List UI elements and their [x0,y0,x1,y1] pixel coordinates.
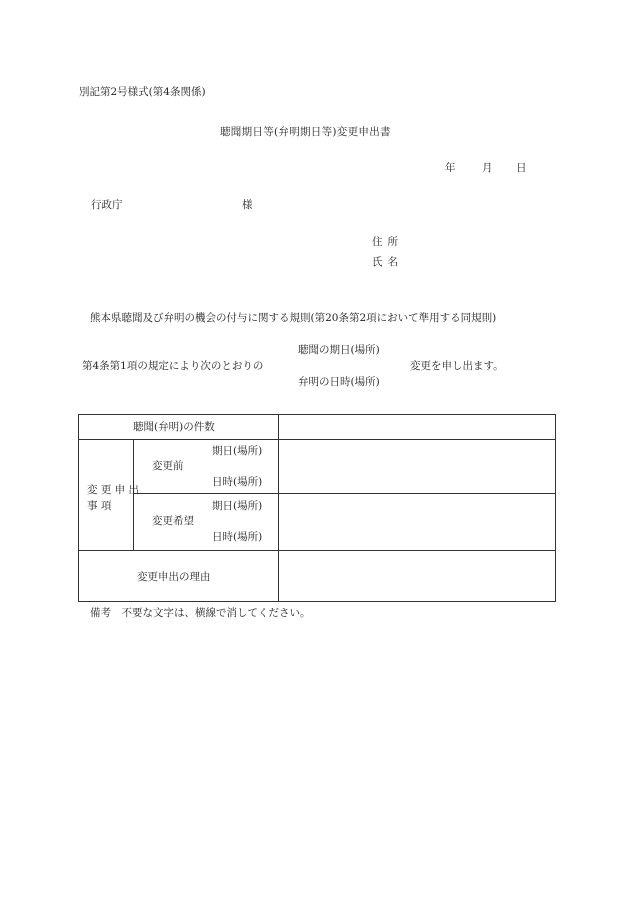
date-day-label: 日 [516,162,527,174]
row-divider [79,439,555,440]
body-text-line1: 熊本県聴聞及び弁明の機会の付与に関する規則(第20条第2項において準用する同規則) [90,312,497,324]
addressee-office: 行政庁 [91,199,123,211]
before-date-label: 期日(場所) [212,445,263,457]
date-year-label: 年 [445,162,456,174]
case-count-label: 聴聞(弁明)の件数 [133,421,215,433]
addressee-honorific: 様 [242,199,253,211]
before-time-label: 日時(場所) [212,476,263,488]
date-month-label: 月 [482,162,493,174]
body-text-line2-end: 変更を申し出ます。 [410,360,504,372]
remarks-note: 備考 不要な文字は、横線で消してください。 [90,607,311,619]
desired-date-label: 期日(場所) [212,500,263,512]
option-explanation-date: 弁明の日時(場所) [298,376,380,388]
row-divider [133,493,555,494]
name-label: 氏名 [372,256,403,268]
form-reference: 別記第2号様式(第4条関係) [79,86,206,98]
option-hearing-date: 聴聞の期日(場所) [298,344,380,356]
desired-change-label: 変更希望 [152,515,194,527]
reason-label: 変更申出の理由 [137,571,211,583]
row-divider [79,550,555,551]
change-items-label: 変 更 申 出 事 項 [87,484,140,512]
body-text-line2: 第4条第1項の規定により次のとおりの [82,360,264,372]
change-request-table [78,414,556,602]
column-divider [278,415,279,601]
document-title: 聴聞期日等(弁明期日等)変更申出書 [220,126,391,138]
desired-time-label: 日時(場所) [212,531,263,543]
before-change-label: 変更前 [152,460,184,472]
address-label: 住所 [372,236,403,248]
